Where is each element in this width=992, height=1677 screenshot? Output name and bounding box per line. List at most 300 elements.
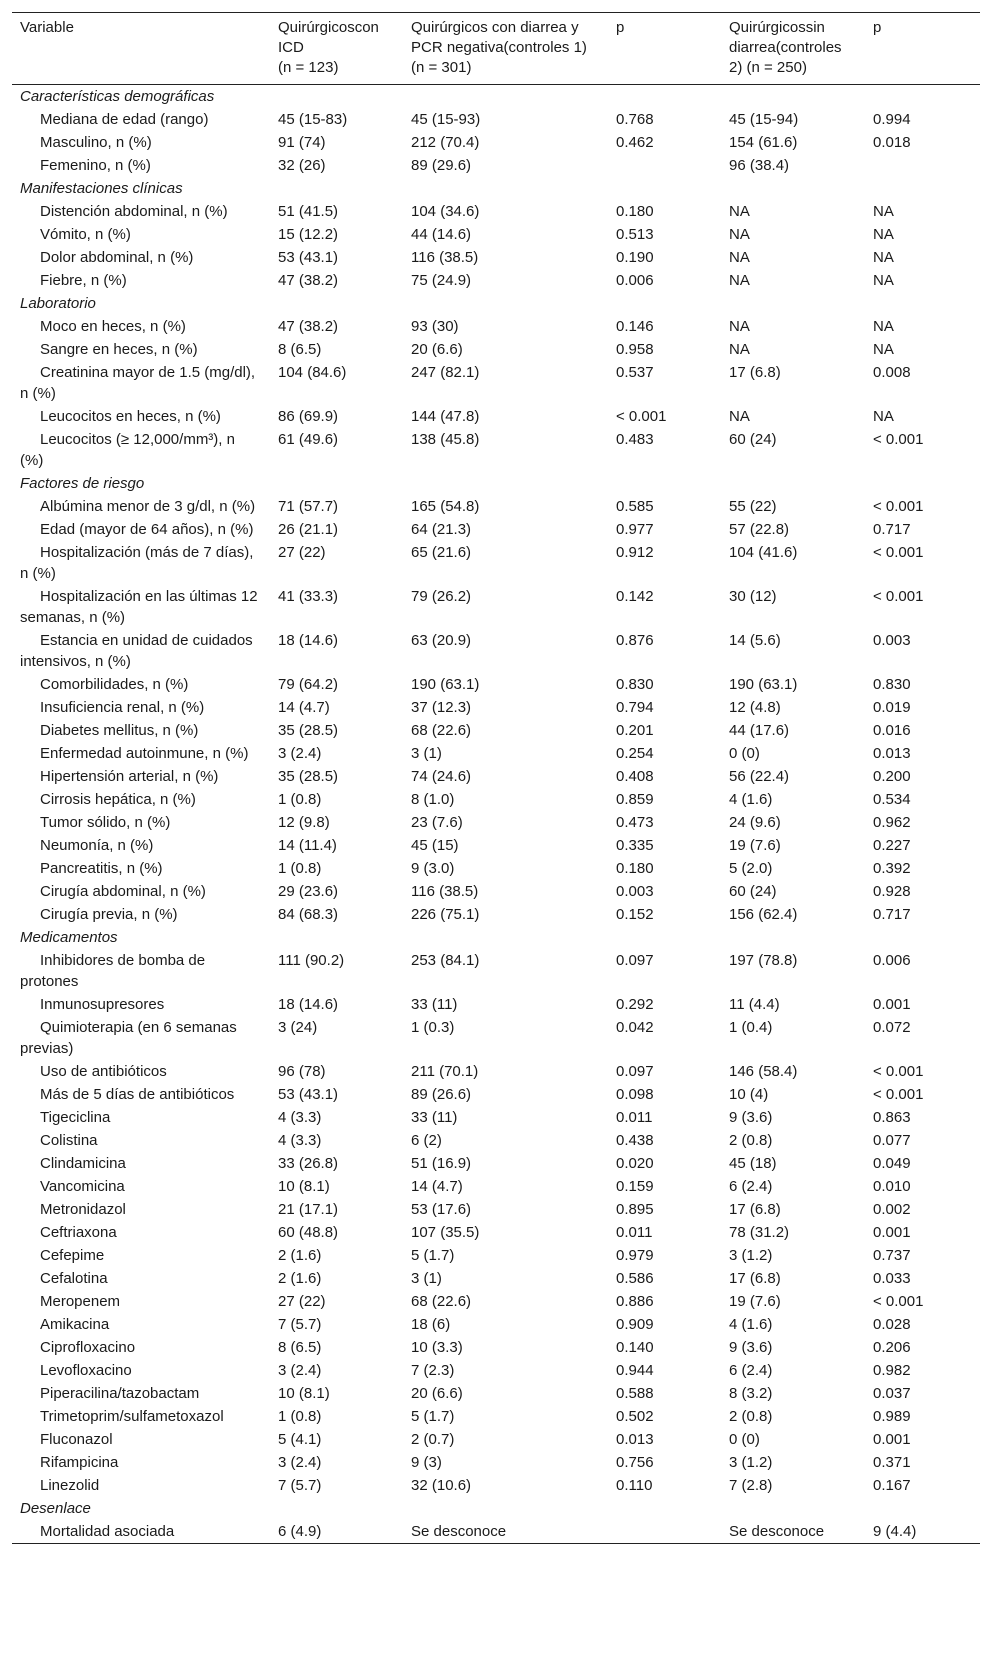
table-row [12, 742, 980, 765]
value-cell: 156 (62.4) [729, 906, 798, 923]
value-cell: 0.717 [873, 906, 911, 923]
value-cell: 0.110 [616, 1477, 653, 1494]
value-cell: 0.013 [616, 1431, 654, 1448]
variable-label: Cirugía abdominal, n (%) [40, 883, 206, 900]
table-row [12, 1474, 980, 1497]
value-cell: 0.006 [616, 272, 654, 289]
value-cell: 0.028 [873, 1316, 911, 1333]
value-cell: 0.016 [873, 722, 911, 739]
table-row [12, 629, 980, 673]
value-cell: 3 (2.4) [278, 745, 322, 762]
variable-label: Quimioterapia (en 6 semanas previas) [20, 1019, 237, 1057]
table-row [12, 903, 980, 926]
value-cell: 63 (20.9) [411, 632, 472, 649]
table-row [12, 1083, 980, 1106]
value-cell [608, 1520, 721, 1544]
value-cell: 0 (0) [729, 1431, 760, 1448]
value-cell: 1 (0.3) [411, 1019, 455, 1036]
value-cell: 35 (28.5) [278, 768, 339, 785]
value-cell: NA [873, 408, 894, 425]
table-row [12, 1106, 980, 1129]
value-cell: 18 (14.6) [278, 996, 339, 1013]
value-cell: 111 (90.2) [278, 952, 345, 969]
value-cell: NA [729, 318, 750, 335]
value-cell: 37 (12.3) [411, 699, 472, 716]
value-cell: 9 (3.6) [729, 1109, 773, 1126]
variable-cell [12, 1221, 270, 1244]
variable-cell [12, 1336, 270, 1359]
value-cell: 0.019 [873, 699, 911, 716]
table-row [12, 1244, 980, 1267]
variable-label: Fluconazol [40, 1431, 113, 1448]
value-cell: 2 (0.8) [729, 1408, 773, 1425]
value-cell: 0.227 [873, 837, 911, 854]
table-row [12, 993, 980, 1016]
value-cell: 8 (6.5) [278, 1339, 322, 1356]
value-cell: NA [729, 408, 750, 425]
value-cell: 144 (47.8) [411, 408, 480, 425]
variable-cell [12, 880, 270, 903]
value-cell: 1 (0.4) [729, 1019, 773, 1036]
value-cell: 0.462 [616, 134, 654, 151]
value-cell: 24 (9.6) [729, 814, 781, 831]
value-cell: 165 (54.8) [411, 498, 480, 515]
section-row [12, 1497, 980, 1520]
value-cell: 57 (22.8) [729, 521, 790, 538]
value-cell: 47 (38.2) [278, 318, 339, 335]
variable-label: Metronidazol [40, 1201, 126, 1218]
variable-label: Edad (mayor de 64 años), n (%) [40, 521, 254, 538]
value-cell: 0.876 [616, 632, 654, 649]
value-cell: 0.140 [616, 1339, 654, 1356]
value-cell: 107 (35.5) [411, 1224, 480, 1241]
variable-label: Creatinina mayor de 1.5 (mg/dl), n (%) [20, 364, 256, 402]
value-cell: 0.002 [873, 1201, 911, 1218]
value-cell: 4 (3.3) [278, 1132, 322, 1149]
value-cell: 60 (24) [729, 883, 777, 900]
section-title: Laboratorio [20, 295, 96, 312]
value-cell: 60 (24) [729, 431, 777, 448]
value-cell: Se desconoce [729, 1523, 825, 1540]
value-cell: 51 (16.9) [411, 1155, 472, 1172]
variable-cell [12, 428, 270, 472]
column-header: Quirúrgicoscon ICD (n = 123) [278, 19, 379, 76]
value-cell: 45 (15-93) [411, 111, 481, 128]
value-cell: 0.830 [616, 676, 654, 693]
table-row [12, 1267, 980, 1290]
variable-cell [12, 131, 270, 154]
value-cell: 3 (1.2) [729, 1454, 773, 1471]
value-cell: 12 (9.8) [278, 814, 330, 831]
value-cell: 33 (11) [411, 1109, 458, 1126]
value-cell: 0.473 [616, 814, 654, 831]
value-cell: 79 (26.2) [411, 588, 472, 605]
section-title: Medicamentos [20, 929, 118, 946]
value-cell: 3 (2.4) [278, 1362, 322, 1379]
value-cell: 9 (3.6) [729, 1339, 773, 1356]
value-cell: 212 (70.4) [411, 134, 480, 151]
value-cell: 65 (21.6) [411, 544, 472, 561]
table-row [12, 518, 980, 541]
value-cell: 0.292 [616, 996, 654, 1013]
section-row [12, 85, 980, 109]
value-cell: 64 (21.3) [411, 521, 472, 538]
table-row [12, 811, 980, 834]
value-cell: 104 (84.6) [278, 364, 347, 381]
value-cell: 0.152 [616, 906, 654, 923]
value-cell: 0.013 [873, 745, 911, 762]
variable-cell [12, 1175, 270, 1198]
variable-label: Fiebre, n (%) [40, 272, 127, 289]
value-cell: 2 (1.6) [278, 1247, 322, 1264]
variable-label: Inmunosupresores [40, 996, 165, 1013]
value-cell: NA [729, 272, 750, 289]
value-cell: 138 (45.8) [411, 431, 480, 448]
variable-cell [12, 1060, 270, 1083]
value-cell: NA [729, 203, 750, 220]
value-cell: 10 (8.1) [278, 1385, 330, 1402]
variable-cell [12, 315, 270, 338]
value-cell: 5 (1.7) [411, 1247, 455, 1264]
table-row [12, 880, 980, 903]
variable-label: Levofloxacino [40, 1362, 132, 1379]
value-cell: 7 (5.7) [278, 1477, 322, 1494]
variable-cell [12, 903, 270, 926]
value-cell: 104 (41.6) [729, 544, 798, 561]
value-cell: 0.020 [616, 1155, 654, 1172]
variable-label: Más de 5 días de antibióticos [40, 1086, 235, 1103]
table-row [12, 1382, 980, 1405]
value-cell: 0.335 [616, 837, 654, 854]
table-row [12, 857, 980, 880]
variable-label: Piperacilina/tazobactam [40, 1385, 200, 1402]
variable-label: Clindamicina [40, 1155, 126, 1172]
value-cell: 53 (43.1) [278, 249, 339, 266]
table-row [12, 1359, 980, 1382]
table-row [12, 1175, 980, 1198]
value-cell: 18 (14.6) [278, 632, 339, 649]
value-cell: 0.768 [616, 111, 654, 128]
table-row [12, 315, 980, 338]
value-cell: 0.010 [873, 1178, 911, 1195]
value-cell: 0.982 [873, 1362, 911, 1379]
value-cell: 3 (1) [411, 1270, 442, 1287]
section-title: Desenlace [20, 1500, 91, 1517]
table-row [12, 673, 980, 696]
value-cell: 3 (1) [411, 745, 442, 762]
variable-label: Insuficiencia renal, n (%) [40, 699, 205, 716]
variable-label: Diabetes mellitus, n (%) [40, 722, 199, 739]
value-cell: 10 (4) [729, 1086, 769, 1103]
value-cell: 55 (22) [729, 498, 777, 515]
value-cell: NA [729, 226, 750, 243]
variable-cell [12, 223, 270, 246]
variable-label: Rifampicina [40, 1454, 119, 1471]
variable-label: Cefepime [40, 1247, 105, 1264]
variable-cell [12, 495, 270, 518]
table-row [12, 541, 980, 585]
value-cell: 14 (11.4) [278, 837, 337, 854]
value-cell: 0.886 [616, 1293, 654, 1310]
value-cell: 3 (24) [278, 1019, 318, 1036]
variable-cell [12, 1198, 270, 1221]
value-cell: 45 (18) [729, 1155, 777, 1172]
value-cell: 0.717 [873, 521, 911, 538]
value-cell [608, 154, 721, 177]
value-cell: 17 (6.8) [729, 1270, 781, 1287]
value-cell: 53 (43.1) [278, 1086, 339, 1103]
value-cell: 2 (0.7) [411, 1431, 455, 1448]
section-row [12, 926, 980, 949]
value-cell [865, 154, 980, 177]
value-cell: 6 (4.9) [278, 1523, 322, 1540]
value-cell: 0.142 [616, 588, 654, 605]
variable-cell [12, 1359, 270, 1382]
value-cell: 45 (15) [411, 837, 459, 854]
value-cell: 0.200 [873, 768, 911, 785]
value-cell: 0.962 [873, 814, 911, 831]
value-cell: 3 (1.2) [729, 1247, 773, 1264]
table-row [12, 788, 980, 811]
value-cell: 12 (4.8) [729, 699, 781, 716]
value-cell: 0.146 [616, 318, 654, 335]
value-cell: 226 (75.1) [411, 906, 480, 923]
value-cell: 0.585 [616, 498, 654, 515]
variable-cell [12, 1016, 270, 1060]
table-row [12, 223, 980, 246]
value-cell: < 0.001 [873, 544, 924, 561]
value-cell: 20 (6.6) [411, 341, 463, 358]
variable-label: Uso de antibióticos [40, 1063, 167, 1080]
table-row [12, 361, 980, 405]
value-cell: < 0.001 [616, 408, 667, 425]
value-cell: 4 (1.6) [729, 1316, 773, 1333]
variable-cell [12, 1428, 270, 1451]
value-cell: 68 (22.6) [411, 722, 472, 739]
value-cell: 0.098 [616, 1086, 654, 1103]
value-cell: 0.408 [616, 768, 654, 785]
value-cell: < 0.001 [873, 1086, 924, 1103]
table-row [12, 405, 980, 428]
table-row [12, 1405, 980, 1428]
variable-label: Estancia en unidad de cuidados intensivos, n (%) [20, 632, 253, 670]
section-row [12, 177, 980, 200]
value-cell: 0.077 [873, 1132, 911, 1149]
table-row [12, 1451, 980, 1474]
variable-label: Mortalidad asociada [40, 1523, 175, 1540]
variable-label: Pancreatitis, n (%) [40, 860, 163, 877]
value-cell: 44 (17.6) [729, 722, 790, 739]
variable-label: Enfermedad autoinmune, n (%) [40, 745, 249, 762]
value-cell: 0.008 [873, 364, 911, 381]
value-cell: 5 (1.7) [411, 1408, 455, 1425]
value-cell: 35 (28.5) [278, 722, 339, 739]
value-cell: 0.588 [616, 1385, 654, 1402]
variable-cell [12, 405, 270, 428]
value-cell: NA [873, 318, 894, 335]
variable-label: Meropenem [40, 1293, 121, 1310]
value-cell: 33 (11) [411, 996, 458, 1013]
variable-cell [12, 269, 270, 292]
variable-label: Leucocitos en heces, n (%) [40, 408, 221, 425]
variable-cell [12, 696, 270, 719]
value-cell: 0.994 [873, 111, 911, 128]
value-cell: NA [873, 272, 894, 289]
value-cell: 2 (1.6) [278, 1270, 322, 1287]
value-cell: 14 (4.7) [411, 1178, 463, 1195]
value-cell: 21 (17.1) [278, 1201, 339, 1218]
table-row [12, 1520, 980, 1544]
value-cell: 0.011 [616, 1109, 653, 1126]
variable-label: Neumonía, n (%) [40, 837, 154, 854]
value-cell: 190 (63.1) [411, 676, 480, 693]
table-row [12, 1290, 980, 1313]
value-cell: 61 (49.6) [278, 431, 339, 448]
variable-label: Ciprofloxacino [40, 1339, 136, 1356]
value-cell: 0.201 [616, 722, 654, 739]
variable-cell [12, 338, 270, 361]
value-cell: 9 (3.0) [411, 860, 455, 877]
value-cell: 5 (2.0) [729, 860, 773, 877]
table-row [12, 338, 980, 361]
value-cell: 6 (2.4) [729, 1362, 773, 1379]
value-cell: 0.438 [616, 1132, 654, 1149]
table-row [12, 495, 980, 518]
variable-label: Cefalotina [40, 1270, 108, 1287]
table-row [12, 108, 980, 131]
variable-cell [12, 1267, 270, 1290]
table-row [12, 131, 980, 154]
value-cell: 78 (31.2) [729, 1224, 790, 1241]
value-cell: 0.006 [873, 952, 911, 969]
value-cell: 32 (26) [278, 157, 326, 174]
value-cell: 3 (2.4) [278, 1454, 322, 1471]
table-header [12, 13, 980, 85]
variable-label: Hospitalización (más de 7 días), n (%) [20, 544, 254, 582]
table-row [12, 1129, 980, 1152]
table-row [12, 765, 980, 788]
table-row [12, 834, 980, 857]
value-cell: 0.011 [616, 1224, 653, 1241]
variable-cell [12, 673, 270, 696]
value-cell: 7 (2.3) [411, 1362, 455, 1379]
value-cell: 14 (4.7) [278, 699, 330, 716]
value-cell: < 0.001 [873, 1293, 924, 1310]
variable-label: Vómito, n (%) [40, 226, 131, 243]
value-cell: 8 (3.2) [729, 1385, 773, 1402]
variable-label: Mediana de edad (rango) [40, 111, 209, 128]
variable-label: Sangre en heces, n (%) [40, 341, 198, 358]
value-cell: NA [873, 226, 894, 243]
variable-label: Comorbilidades, n (%) [40, 676, 189, 693]
value-cell: Se desconoce [411, 1523, 507, 1540]
value-cell: 19 (7.6) [729, 1293, 781, 1310]
value-cell: 33 (26.8) [278, 1155, 339, 1172]
section-row [12, 292, 980, 315]
variable-cell [12, 719, 270, 742]
value-cell: 1 (0.8) [278, 860, 322, 877]
value-cell: 45 (15-94) [729, 111, 799, 128]
value-cell: 0.003 [616, 883, 654, 900]
value-cell: 14 (5.6) [729, 632, 781, 649]
variable-label: Hospitalización en las últimas 12 semanas, n (%) [20, 588, 258, 626]
variable-cell [12, 1520, 270, 1544]
value-cell: 17 (6.8) [729, 364, 781, 381]
variable-cell [12, 1382, 270, 1405]
value-cell: 93 (30) [411, 318, 459, 335]
variable-label: Trimetoprim/sulfametoxazol [40, 1408, 224, 1425]
column-header: p [873, 19, 882, 36]
value-cell: 7 (2.8) [729, 1477, 773, 1494]
value-cell: 0.863 [873, 1109, 911, 1126]
value-cell: 0.003 [873, 632, 911, 649]
value-cell: 56 (22.4) [729, 768, 790, 785]
value-cell: 6 (2) [411, 1132, 442, 1149]
value-cell: 0.909 [616, 1316, 654, 1333]
value-cell: 0.979 [616, 1247, 654, 1264]
value-cell: 9 (4.4) [873, 1523, 917, 1540]
value-cell: 0.537 [616, 364, 654, 381]
value-cell: 0.206 [873, 1339, 911, 1356]
value-cell: 32 (10.6) [411, 1477, 472, 1494]
value-cell: 0.167 [873, 1477, 911, 1494]
column-header: Quirúrgicossin diarrea(controles 2) (n = 250) [729, 19, 842, 76]
value-cell: 10 (3.3) [411, 1339, 463, 1356]
table-row [12, 154, 980, 177]
value-cell: 9 (3) [411, 1454, 442, 1471]
variable-label: Hipertensión arterial, n (%) [40, 768, 219, 785]
value-cell: 0.097 [616, 952, 654, 969]
variable-cell [12, 765, 270, 788]
value-cell: NA [873, 203, 894, 220]
variable-label: Inhibidores de bomba de protones [20, 952, 206, 990]
value-cell: 20 (6.6) [411, 1385, 463, 1402]
variable-cell [12, 1106, 270, 1129]
header-row [12, 13, 980, 85]
value-cell: 23 (7.6) [411, 814, 463, 831]
variable-cell [12, 154, 270, 177]
variable-cell [12, 1290, 270, 1313]
variable-label: Albúmina menor de 3 g/dl, n (%) [40, 498, 256, 515]
table-row [12, 1152, 980, 1175]
variable-cell [12, 1405, 270, 1428]
value-cell: NA [729, 341, 750, 358]
section-title: Características demográficas [20, 88, 215, 105]
value-cell: < 0.001 [873, 431, 924, 448]
table-body [12, 85, 980, 1544]
value-cell: 190 (63.1) [729, 676, 798, 693]
value-cell: 247 (82.1) [411, 364, 480, 381]
variable-cell [12, 108, 270, 131]
value-cell: 0.513 [616, 226, 654, 243]
table-row [12, 1336, 980, 1359]
table-row [12, 428, 980, 472]
value-cell: 44 (14.6) [411, 226, 472, 243]
value-cell: 27 (22) [278, 1293, 326, 1310]
value-cell: 0.392 [873, 860, 911, 877]
value-cell: 30 (12) [729, 588, 777, 605]
variable-cell [12, 361, 270, 405]
column-header: Quirúrgicos con diarrea y PCR negativa(controles 1) (n = 301) [411, 19, 587, 76]
value-cell: 0.534 [873, 791, 911, 808]
variable-label: Amikacina [40, 1316, 110, 1333]
value-cell: 116 (38.5) [411, 249, 479, 266]
variable-label: Dolor abdominal, n (%) [40, 249, 194, 266]
variable-label: Cirugía previa, n (%) [40, 906, 178, 923]
value-cell: 11 (4.4) [729, 996, 780, 1013]
value-cell: 0 (0) [729, 745, 760, 762]
variable-cell [12, 1129, 270, 1152]
